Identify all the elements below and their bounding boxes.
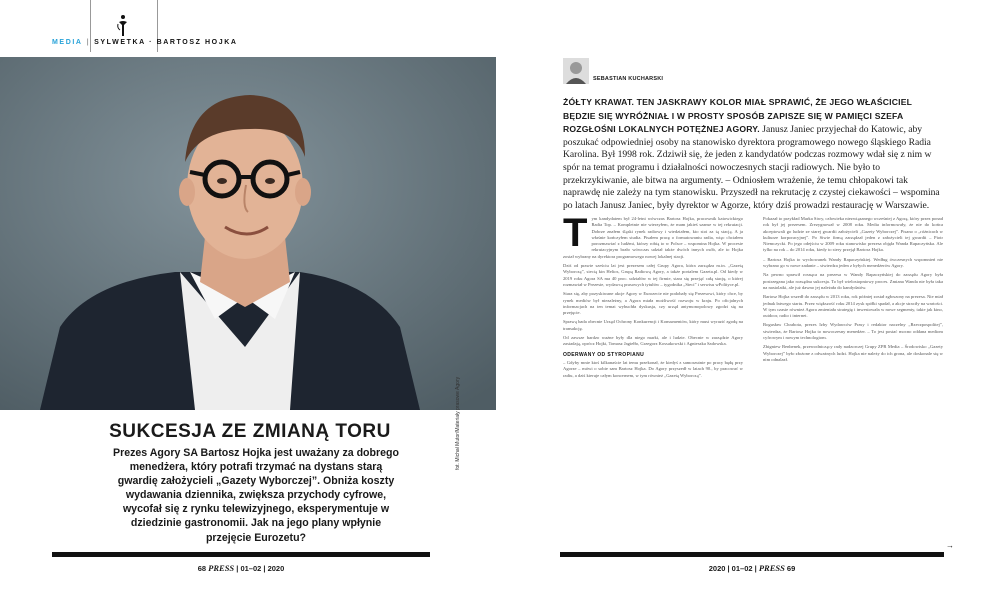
paragraph: – Bartosz Hojka to wychowanek Wandy Rapaczyńskiej. Według ówczesnych wspomnień nie wybrano go w nowe zadanie – stwierdza jeden z byłych menedżerów Agory. [763, 256, 943, 269]
article-lead: Prezes Agory SA Bartosz Hojka jest uważany za dobrego menedżera, który potrafi trzymać na dystans starą gwardię założycieli „Gazety Wyborczej”. Obniża koszty wydawania dziennika, zwiększa przychody cyfrowe, wycofał się z rynku telewizyjnego, eksperymentuje w dziedzinie gastronomii. Jak na jego plany wpłynie przejęcie Eurozetu? [113, 447, 399, 544]
subheading: ODERWANY OD STYROPIANU [563, 351, 645, 358]
body-column-1 [563, 211, 743, 382]
paragraph: Bartosz Hojka wszedł do zarządu w 2013 roku, rok później został zgłoszony na prezesa. Nie miał jednak łatwego startu. Przez większość roku 2014 zysk spółki spadał, a akcje straciły na wartości. W tym czasie również Agora zmieniała strategię i inwestowała w nowe segmenty, takie jak kino, outdoor, radio i internet. [763, 294, 943, 319]
press-logo-icon [116, 14, 130, 38]
brand-right: PRESS [758, 563, 785, 573]
page-header [0, 0, 496, 52]
issue-right: 2020 | 01–02 | [708, 564, 757, 573]
page-number-right: 69 [786, 564, 796, 573]
brand-left: PRESS [208, 563, 235, 573]
photo-credit: fot. Michał Mutor/Materiały prasowe Agory [455, 376, 461, 470]
portrait-photo [0, 57, 496, 410]
portrait-illustration [0, 57, 496, 410]
continue-arrow-icon: → [946, 541, 954, 550]
drop-cap: T [563, 211, 588, 255]
footer-right [560, 563, 944, 573]
paragraph: Na pewno sprawił rosnąca na prezesa w Wandy Rapaczyńskiej do zarządu Agory była postrzegana jako rozsądna sukcesja. To był wielostopniowy proces. Zmiana Wanda nie była taka na nastolatki, ale już dawno jej należała do kandydatów. [763, 272, 943, 290]
paragraph: Od zawsze bardzo ważne były dla niego marki, ale i ludzie. Obecnie w zarządzie Agory zasiadają, oprócz Hojki, Tomasz Jagiełło, Grzegorz Kossakowski i Agnieszka Sadowska. [563, 335, 743, 347]
page-number-left: 68 [197, 564, 207, 573]
paragraph: Bogusław Chrabota, prezes Izby Wydawców Prasy i redaktor naczelny „Rzeczpospolitej”, stwierdza, że Bartosz Hojka to nowoczesny menedżer. – To jest postać mocno oddana mediom cyfrowym i nowym technologiom. [763, 322, 943, 341]
section-label [52, 39, 238, 46]
author-name: SEBASTIAN KUCHARSKI [593, 76, 664, 82]
intro-caps: ŻÓŁTY KRAWAT. TEN JASKRAWY KOLOR MIAŁ SPRAWIĆ, ŻE JEGO WŁAŚCICIEL BĘDZIE SIĘ WYRÓŻNIAŁ I W PROSTY SPOSÓB ZAPISZE SIĘ W PAMIĘCI SZEFA ROZGŁOŚNI LOKALNYCH POTĘŻNEJ AGORY. [563, 97, 912, 135]
paragraph: – Gdyby mnie ktoś kilkanaście lat temu przekonał, że kiedyś z samorzutnie po pracy będę przy Agorze – mówi o sobie sam Bartosz Hojka. Do Agory przyszedł w latach 90., by pracować w radiu, a dziś kieruje całym koncernem, w tym również „Gazetą Wyborczą”. [563, 359, 743, 378]
footer-rule-left [52, 552, 430, 557]
section-separator: | [86, 39, 91, 46]
paragraph: Zbigniew Benbenek, przewodniczący rady nadzorczej Grupy ZPR Media – Środowisko „Gazety Wyborczej” było złożone z odważnych ludzi. Hojka nie należy do ich grona, ale doskonale się w nim odnalazł. [763, 344, 943, 362]
paragraph: Stara się, aby pozyskiwane akcje Agory w Eurozecie nie podobały się Prezesowi, który chce, by rynek mediów był niezależny, a Agora miała możliwość rozwoju w kraju. Po oficjalnych informacjach na ten temat wybuchła dyskusja, czy urząd antymonopolowy zgodzi się na przejęcie. [563, 291, 743, 316]
body-column-2 [763, 216, 943, 366]
paragraph: Dziś od prawie sześciu lat jest prezesem całej Grupy Agora, która zarządza m.in. „Gazetą Wyborczą”, siecią kin Helios, Grupą Radiową Agory, a także portalem Gazeta.pl. Od kiedy w 2019 roku Agora SA ma 40 proc. udziałów w tej firmie, stara się przejąć całą stację, o której rozmawiał w Prezesie, wydawcą prasowych tytułów – tygodnika „Sieci” i serwisu wPolityce.pl. [563, 263, 743, 287]
author-avatar [563, 58, 589, 84]
footer-left [52, 563, 430, 573]
article-intro [563, 96, 943, 212]
intro-text: Janusz Janiec przyjechał do Katowic, aby poszukać odpowiedniej osoby na stanowisko dyrektora programowego nowego śląskiego Radia Karolina. Był 1998 rok. Zdziwił się, że jeden z kandydatów podczas rozmowy wdał się z nim w spór na temat programu i działalności nowoczesnych stacji radiowych. Nie było to przekrzykiwanie, ale bitwa na argumenty. – Odniosłem wrażenie, że temu chłopakowi tak naprawdę nie zależy na tym stanowisku. Przyszedł na rekrutację z czystej ciekawości – wspomina po latach Janusz Janiec, były dyrektor w Agorze, który dziś prowadzi restaurację w Warszawie. [563, 124, 940, 211]
paragraph: Pokazał to przykład Marka Siwy, człowieka niezwiązanego wcześniej z Agorą, który przez ponad rok był jej prezesem. Zrezygnował w 2008 roku. Media informowały, że nie do końca akceptowali go ludzie ze starej gwardii założycieli „Gazety Wyborczej”. Pisano o „różnicach w kulturze korporacyjnej”. Po Siwie firmą zarządzał jeden z założycieli tej gwardii – Piotr Niemczycki. Po jego odejściu w 2009 roku stanowisko prezesa objęła Wanda Rapaczyńska. Ale tylko na rok – do 2014 roku, kiedy to stery przejął Bartosz Hojka. [763, 216, 943, 253]
section-media: MEDIA [52, 39, 83, 46]
footer-rule-right [560, 552, 944, 557]
section-rest: SYLWETKA · BARTOSZ HOJKA [94, 39, 238, 46]
paragraph: ym kandydatem był 24-letni wówczas Bartosz Hojka, pracownik katowickiego Radia Top. – Kompletnie nie wierzyłem, że mam jakieś szanse w tej rekrutacji. Dobrze znałem śląski rynek radiowy i wiedziałem, kto stoi za tą stacją. A ja właśnie kończyłem studia. Pisałem pracę o formatowaniu radia, więc chciałem porozmawiać z ludźmi, którzy robią to w Polsce – wspomina Hojka. W procesie rekrutacyjnym brało wówczas udział także dwóch innych osób, ale to Hojka został wybrany na dyrektora programowego nowej lokalnej stacji. [563, 216, 743, 259]
issue-left: | 01–02 | 2020 [236, 564, 285, 573]
author-photo-icon [563, 58, 589, 84]
paragraph: Sprawą bada obecnie Urząd Ochrony Konkurencji i Konsumentów, który musi wyrazić zgodę na transakcję. [563, 319, 743, 331]
article-headline: SUKCESJA ZE ZMIANĄ TORU [109, 421, 391, 442]
